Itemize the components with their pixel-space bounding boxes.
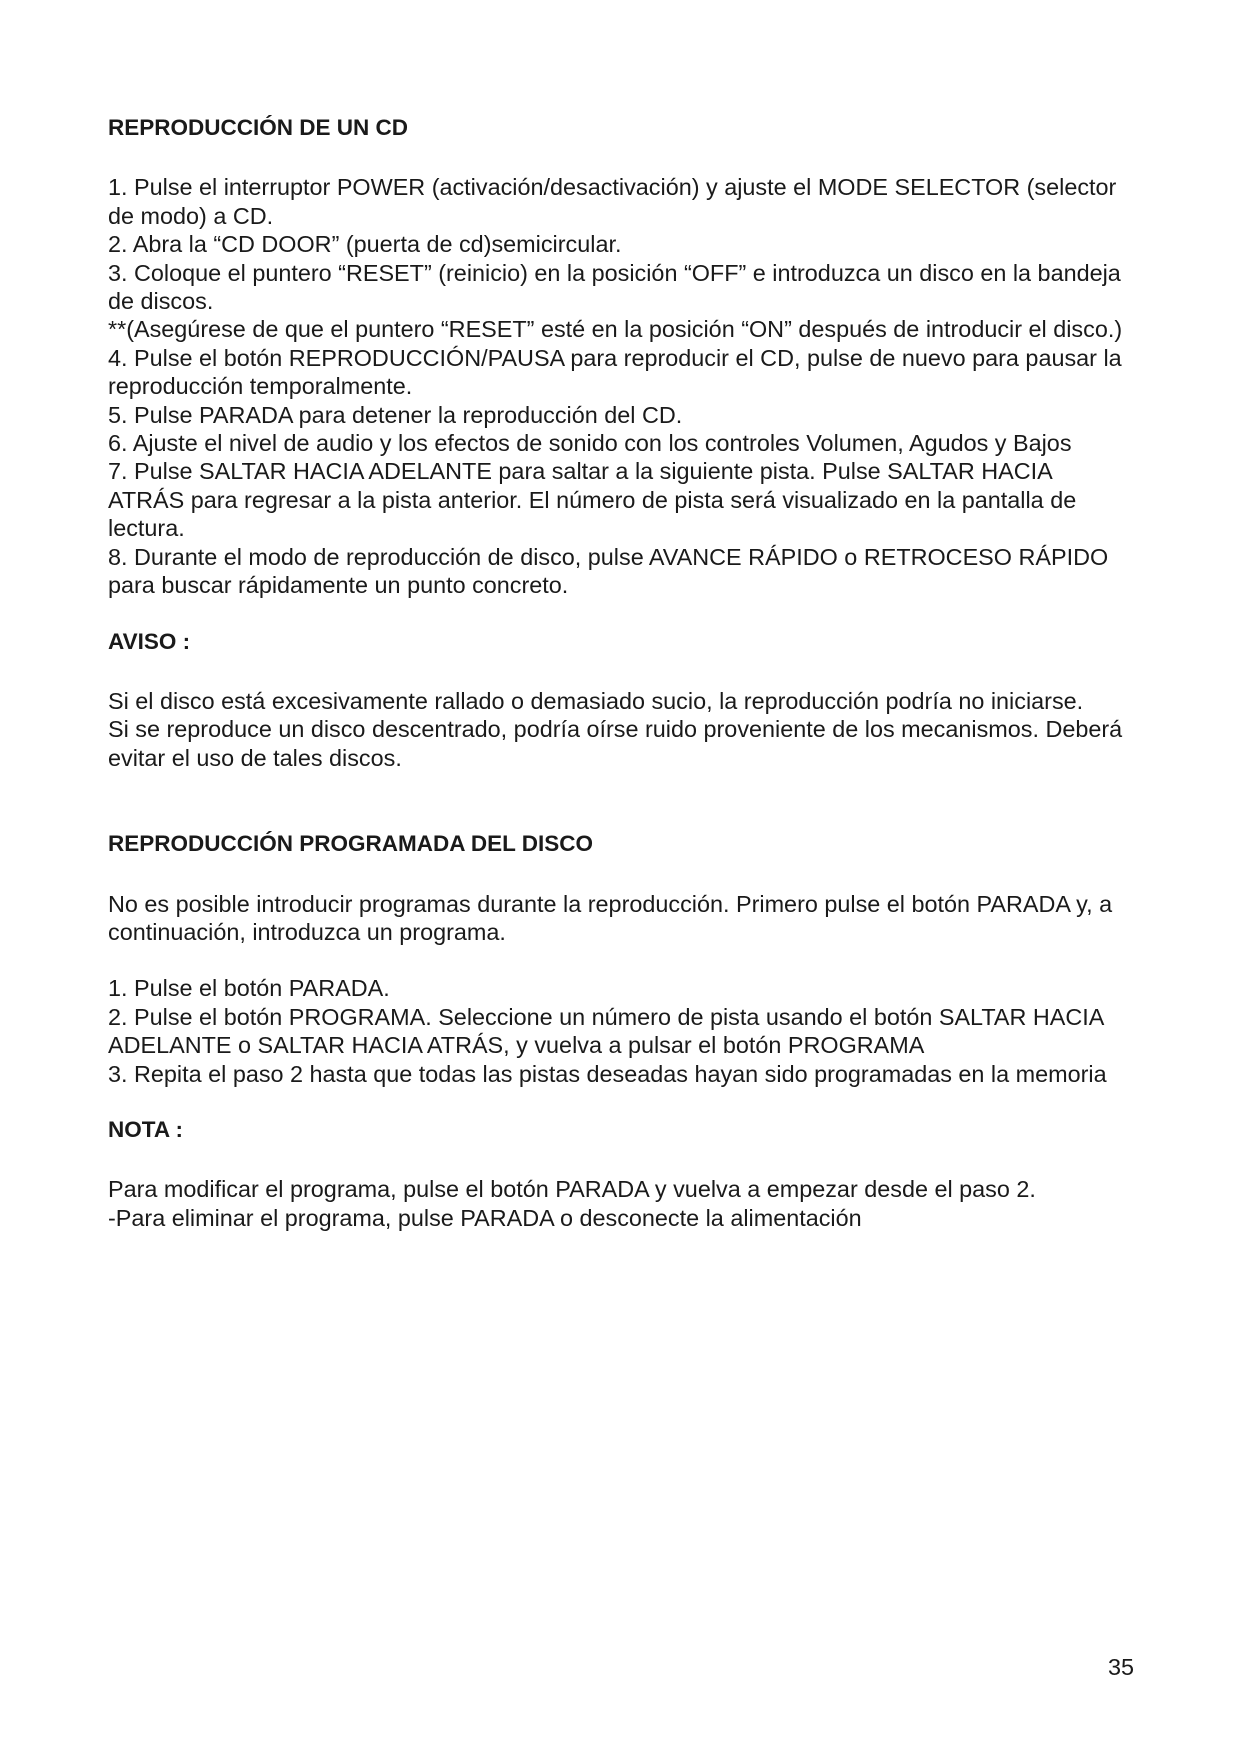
text-line: 4. Pulse el botón REPRODUCCIÓN/PAUSA para reproducir el CD, pulse de nuevo para pausar la xyxy=(108,344,1122,371)
text-line: de discos. xyxy=(108,288,214,315)
text-line: Si se reproduce un disco descentrado, podría oírse ruido proveniente de los mecanismos. Deberá xyxy=(108,716,1123,743)
text-line: **(Asegúrese de que el puntero “RESET” esté en la posición “ON” después de introducir el disco.) xyxy=(108,316,1123,343)
text-line: 1. Pulse el botón PARADA. xyxy=(108,975,390,1002)
text-line: 3. Coloque el puntero “RESET” (reinicio) en la posición “OFF” e introduzca un disco en la bandeja xyxy=(108,259,1121,286)
text-line: 7. Pulse SALTAR HACIA ADELANTE para saltar a la siguiente pista. Pulse SALTAR HACIA xyxy=(108,458,1053,485)
section-heading-aviso: AVISO : xyxy=(108,628,191,654)
section-heading-reproduccion-programada: REPRODUCCIÓN PROGRAMADA DEL DISCO xyxy=(108,831,594,857)
text-line: para buscar rápidamente un punto concreto. xyxy=(108,572,569,599)
text-line: Si el disco está excesivamente rallado o demasiado sucio, la reproducción podría no iniciarse. xyxy=(108,687,1084,714)
page-content xyxy=(108,114,1138,1232)
text-line: ADELANTE o SALTAR HACIA ATRÁS, y vuelva a pulsar el botón PROGRAMA xyxy=(108,1032,925,1059)
section-heading-nota: NOTA : xyxy=(108,1116,183,1142)
text-line: de modo) a CD. xyxy=(108,202,274,229)
section-heading-reproduccion-cd: REPRODUCCIÓN DE UN CD xyxy=(108,115,409,140)
program-intro-text xyxy=(108,890,1138,947)
text-line: No es posible introducir programas durante la reproducción. Primero pulse el botón PARADA y, a xyxy=(108,890,1113,917)
text-line: 8. Durante el modo de reproducción de disco, pulse AVANCE RÁPIDO o RETROCESO RÁPIDO xyxy=(108,543,1109,570)
cd-playback-steps xyxy=(108,173,1138,599)
text-line: 1. Pulse el interruptor POWER (activación/desactivación) y ajuste el MODE SELECTOR (selector xyxy=(108,174,1117,201)
text-line: 2. Abra la “CD DOOR” (puerta de cd)semicircular. xyxy=(108,231,622,258)
text-line: continuación, introduzca un programa. xyxy=(108,918,506,945)
text-line: evitar el uso de tales discos. xyxy=(108,744,402,771)
aviso-text xyxy=(108,687,1138,772)
text-line: 2. Pulse el botón PROGRAMA. Seleccione un número de pista usando el botón SALTAR HACIA xyxy=(108,1003,1105,1030)
text-line: 6. Ajuste el nivel de audio y los efectos de sonido con los controles Volumen, Agudos y Bajos xyxy=(108,430,1072,457)
text-line: Para modificar el programa, pulse el botón PARADA y vuelva a empezar desde el paso 2. xyxy=(108,1176,1036,1203)
text-line: 5. Pulse PARADA para detener la reproducción del CD. xyxy=(108,401,683,428)
text-line: reproducción temporalmente. xyxy=(108,373,413,400)
text-line: lectura. xyxy=(108,515,185,542)
nota-text xyxy=(108,1175,1138,1232)
text-line: ATRÁS para regresar a la pista anterior. El número de pista será visualizado en la pantalla de xyxy=(108,486,1077,513)
program-steps xyxy=(108,974,1138,1088)
text-line: -Para eliminar el programa, pulse PARADA o desconecte la alimentación xyxy=(108,1204,862,1231)
text-line: 3. Repita el paso 2 hasta que todas las pistas deseadas hayan sido programadas en la memoria xyxy=(108,1060,1107,1087)
page-number: 35 xyxy=(1108,1654,1135,1680)
